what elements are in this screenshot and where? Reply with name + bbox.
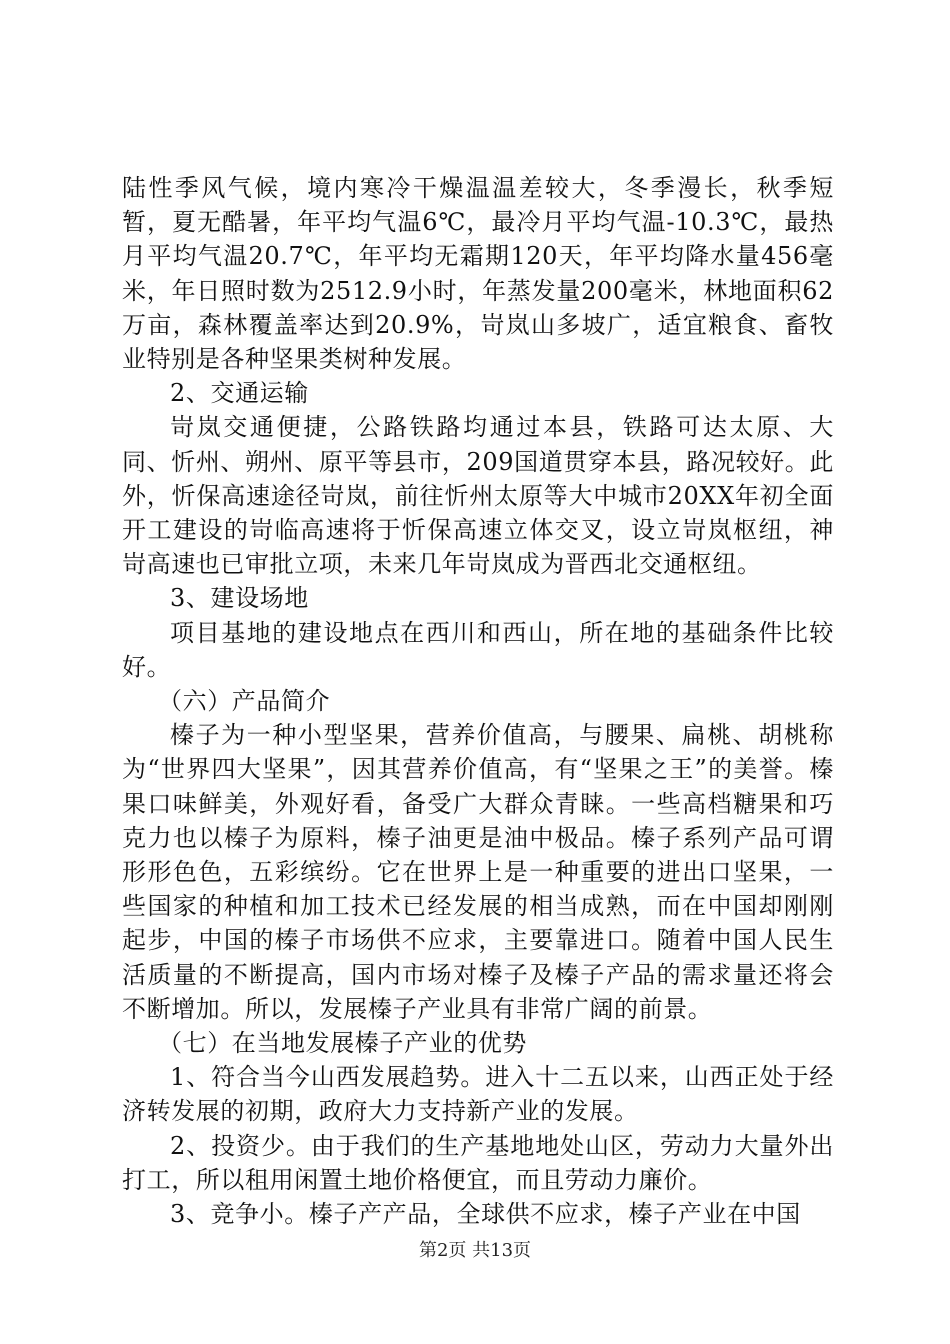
heading-local-advantages: （七）在当地发展榛子产业的优势 <box>158 1029 527 1058</box>
paragraph-transport: 岢岚交通便捷，公路铁路均通过本县，铁路可达太原、大同、忻州、朔州、原平等县市，209国道贯穿本县，路况较好。此外，忻保高速途径岢岚，前往忻州太原等大中城市20XX年初全面开工建设的岢临高速将于忻保高速立体交叉，设立岢岚枢纽，神岢高速也已审批立项，未来几年岢岚成为晋西北交通枢纽。 <box>122 413 834 579</box>
paragraph-advantage-2: 2、投资少。由于我们的生产基地地处山区，劳动力大量外出打工，所以租用闲置土地价格便宜，而且劳动力廉价。 <box>122 1131 834 1194</box>
paragraph-advantage-1: 1、符合当今山西发展趋势。进入十二五以来，山西正处于经济转发展的初期，政府大力支持新产业的发展。 <box>122 1063 834 1126</box>
page-number: 第2页 共13页 <box>418 1240 532 1261</box>
paragraph-advantage-3: 3、竞争小。榛子产产品，全球供不应求，榛子产业在中国 <box>170 1200 801 1229</box>
paragraph-product-intro: 榛子为一种小型坚果，营养价值高，与腰果、扁桃、胡桃称为“世界四大坚果”，因其营养价值高，有“坚果之王”的美誉。榛果口味鲜美，外观好看，备受广大群众青睐。一些高档糖果和巧克力也以榛子为原料，榛子油更是油中极品。榛子系列产品可谓形形色色，五彩缤纷。它在世界上是一种重要的进出口坚果，一些国家的种植和加工技术已经发展的相当成熟，而在中国却刚刚起步，中国的榛子市场供不应求，主要靠进口。随着中国人民生活质量的不断提高，国内市场对榛子及榛子产品的需求量还将会不断增加。所以，发展榛子产业具有非常广阔的前景。 <box>122 721 834 1023</box>
heading-site: 3、建设场地 <box>170 584 309 613</box>
document-body <box>122 171 834 1231</box>
heading-transport: 2、交通运输 <box>170 379 309 408</box>
page-footer <box>0 1239 950 1263</box>
paragraph-climate: 陆性季风气候，境内寒冷干燥温温差较大，冬季漫长，秋季短暂，夏无酷暑，年平均气温6℃，最冷月平均气温-10.3℃，最热月平均气温20.7℃，年平均无霜期120天，年平均降水量456毫米，年日照时数为2512.9小时，年蒸发量200毫米，林地面积62万亩，森林覆盖率达到20.9%，岢岚山多坡广，适宜粮食、畜牧业特别是各种坚果类树种发展。 <box>122 174 834 374</box>
paragraph-site: 项目基地的建设地点在西川和西山，所在地的基础条件比较好。 <box>122 618 834 681</box>
heading-product-intro: （六）产品简介 <box>158 687 331 716</box>
